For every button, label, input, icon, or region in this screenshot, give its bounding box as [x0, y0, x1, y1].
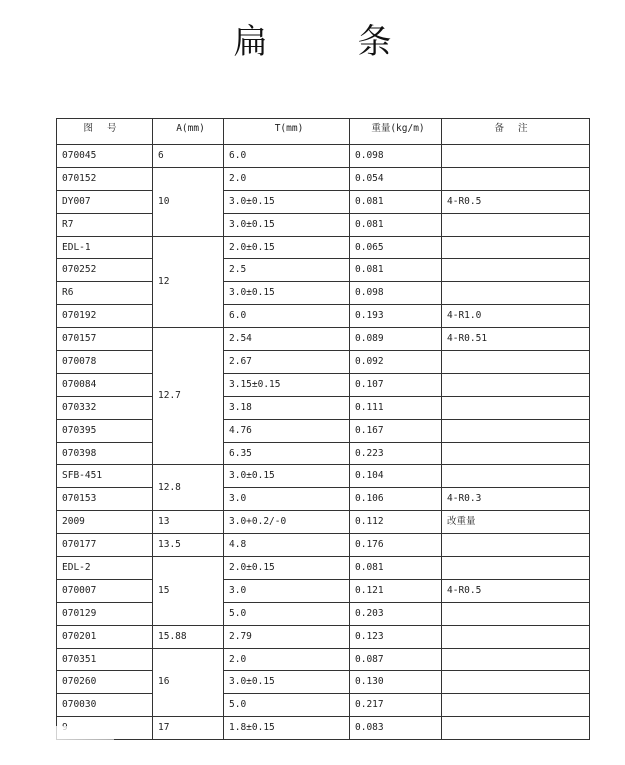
t-value-cell: 1.8±0.15	[224, 717, 350, 740]
a-value-cell: 13.5	[153, 534, 224, 557]
figure-no-cell: 070084	[57, 373, 153, 396]
table-row	[57, 213, 590, 236]
figure-no-cell: 070398	[57, 442, 153, 465]
note-cell: 改重量	[442, 511, 590, 534]
table-row	[57, 167, 590, 190]
weight-cell: 0.081	[350, 259, 442, 282]
figure-no-cell: EDL-1	[57, 236, 153, 259]
t-value-cell: 4.76	[224, 419, 350, 442]
weight-cell: 0.065	[350, 236, 442, 259]
a-value-cell: 15	[153, 557, 224, 626]
t-value-cell: 2.5	[224, 259, 350, 282]
weight-cell: 0.092	[350, 351, 442, 374]
t-value-cell: 3.15±0.15	[224, 373, 350, 396]
weight-cell: 0.123	[350, 625, 442, 648]
note-cell	[442, 282, 590, 305]
note-cell	[442, 717, 590, 740]
t-value-cell: 3.18	[224, 396, 350, 419]
weight-cell: 0.223	[350, 442, 442, 465]
weight-cell: 0.098	[350, 145, 442, 168]
t-value-cell: 2.79	[224, 625, 350, 648]
note-cell	[442, 145, 590, 168]
table-row	[57, 373, 590, 396]
figure-no-cell: 070252	[57, 259, 153, 282]
weight-cell: 0.217	[350, 694, 442, 717]
table-row	[57, 396, 590, 419]
t-value-cell: 3.0±0.15	[224, 671, 350, 694]
corner-fade	[0, 726, 114, 765]
table-row	[57, 694, 590, 717]
figure-no-cell: 070260	[57, 671, 153, 694]
figure-no-cell: 070157	[57, 328, 153, 351]
page-title: 扁 条	[233, 22, 420, 62]
table-row	[57, 465, 590, 488]
a-value-cell: 17	[153, 717, 224, 740]
table-row	[57, 305, 590, 328]
figure-no-cell: 070332	[57, 396, 153, 419]
spec-table	[56, 118, 590, 740]
weight-cell: 0.112	[350, 511, 442, 534]
t-value-cell: 5.0	[224, 694, 350, 717]
a-value-cell: 13	[153, 511, 224, 534]
note-cell	[442, 396, 590, 419]
t-value-cell: 6.0	[224, 305, 350, 328]
note-cell: 4-R0.51	[442, 328, 590, 351]
header-note: 备注	[442, 119, 590, 145]
t-value-cell: 4.8	[224, 534, 350, 557]
note-cell	[442, 259, 590, 282]
figure-no-cell: EDL-2	[57, 557, 153, 580]
note-cell: 4-R0.5	[442, 190, 590, 213]
figure-no-cell: 070078	[57, 351, 153, 374]
weight-cell: 0.081	[350, 213, 442, 236]
note-cell: 4-R0.3	[442, 488, 590, 511]
t-value-cell: 5.0	[224, 602, 350, 625]
note-cell	[442, 671, 590, 694]
header-a: A(mm)	[153, 119, 224, 145]
t-value-cell: 3.0+0.2/-0	[224, 511, 350, 534]
weight-cell: 0.104	[350, 465, 442, 488]
figure-no-cell: 070030	[57, 694, 153, 717]
note-cell	[442, 213, 590, 236]
note-cell	[442, 465, 590, 488]
table-row	[57, 419, 590, 442]
table-row	[57, 442, 590, 465]
note-cell	[442, 602, 590, 625]
figure-no-cell: 070007	[57, 579, 153, 602]
note-cell	[442, 167, 590, 190]
table-row	[57, 625, 590, 648]
note-cell	[442, 694, 590, 717]
table-row	[57, 534, 590, 557]
t-value-cell: 3.0	[224, 579, 350, 602]
table-row	[57, 648, 590, 671]
figure-no-cell: 070045	[57, 145, 153, 168]
table-row	[57, 190, 590, 213]
t-value-cell: 2.67	[224, 351, 350, 374]
weight-cell: 0.176	[350, 534, 442, 557]
table-row	[57, 328, 590, 351]
table-row	[57, 511, 590, 534]
weight-cell: 0.089	[350, 328, 442, 351]
t-value-cell: 3.0±0.15	[224, 190, 350, 213]
table-row	[57, 236, 590, 259]
figure-no-cell: R6	[57, 282, 153, 305]
figure-no-cell: 070152	[57, 167, 153, 190]
figure-no-cell: 070153	[57, 488, 153, 511]
a-value-cell: 12.8	[153, 465, 224, 511]
a-value-cell: 15.88	[153, 625, 224, 648]
t-value-cell: 3.0	[224, 488, 350, 511]
table-row	[57, 717, 590, 740]
figure-no-cell: 070177	[57, 534, 153, 557]
weight-cell: 0.107	[350, 373, 442, 396]
table-row	[57, 579, 590, 602]
figure-no-cell: R7	[57, 213, 153, 236]
a-value-cell: 12	[153, 236, 224, 328]
table-row	[57, 671, 590, 694]
figure-no-cell: 070395	[57, 419, 153, 442]
header-row	[57, 119, 590, 145]
table-row	[57, 602, 590, 625]
t-value-cell: 2.0	[224, 648, 350, 671]
header-figure-no: 图号	[57, 119, 153, 145]
table-row	[57, 145, 590, 168]
note-cell: 4-R0.5	[442, 579, 590, 602]
table-row	[57, 282, 590, 305]
figure-no-cell: 070192	[57, 305, 153, 328]
weight-cell: 0.167	[350, 419, 442, 442]
weight-cell: 0.193	[350, 305, 442, 328]
weight-cell: 0.083	[350, 717, 442, 740]
figure-no-cell: SFB-451	[57, 465, 153, 488]
note-cell	[442, 442, 590, 465]
t-value-cell: 2.0±0.15	[224, 236, 350, 259]
note-cell	[442, 648, 590, 671]
weight-cell: 0.203	[350, 602, 442, 625]
t-value-cell: 6.35	[224, 442, 350, 465]
note-cell	[442, 373, 590, 396]
weight-cell: 0.054	[350, 167, 442, 190]
weight-cell: 0.081	[350, 557, 442, 580]
weight-cell: 0.098	[350, 282, 442, 305]
header-weight: 重量(kg/m)	[350, 119, 442, 145]
figure-no-cell: 070351	[57, 648, 153, 671]
t-value-cell: 2.0±0.15	[224, 557, 350, 580]
figure-no-cell: 070129	[57, 602, 153, 625]
table-row	[57, 488, 590, 511]
note-cell	[442, 557, 590, 580]
figure-no-cell: 2009	[57, 511, 153, 534]
note-cell	[442, 625, 590, 648]
note-cell	[442, 236, 590, 259]
t-value-cell: 2.0	[224, 167, 350, 190]
a-value-cell: 16	[153, 648, 224, 717]
t-value-cell: 3.0±0.15	[224, 282, 350, 305]
t-value-cell: 2.54	[224, 328, 350, 351]
note-cell	[442, 534, 590, 557]
a-value-cell: 10	[153, 167, 224, 236]
t-value-cell: 3.0±0.15	[224, 465, 350, 488]
weight-cell: 0.130	[350, 671, 442, 694]
weight-cell: 0.106	[350, 488, 442, 511]
weight-cell: 0.111	[350, 396, 442, 419]
figure-no-cell: 070201	[57, 625, 153, 648]
weight-cell: 0.087	[350, 648, 442, 671]
table-row	[57, 351, 590, 374]
table-row	[57, 259, 590, 282]
note-cell	[442, 351, 590, 374]
note-cell	[442, 419, 590, 442]
note-cell: 4-R1.0	[442, 305, 590, 328]
t-value-cell: 6.0	[224, 145, 350, 168]
a-value-cell: 6	[153, 145, 224, 168]
header-t: T(mm)	[224, 119, 350, 145]
weight-cell: 0.081	[350, 190, 442, 213]
a-value-cell: 12.7	[153, 328, 224, 465]
table-row	[57, 557, 590, 580]
figure-no-cell: DY007	[57, 190, 153, 213]
t-value-cell: 3.0±0.15	[224, 213, 350, 236]
weight-cell: 0.121	[350, 579, 442, 602]
